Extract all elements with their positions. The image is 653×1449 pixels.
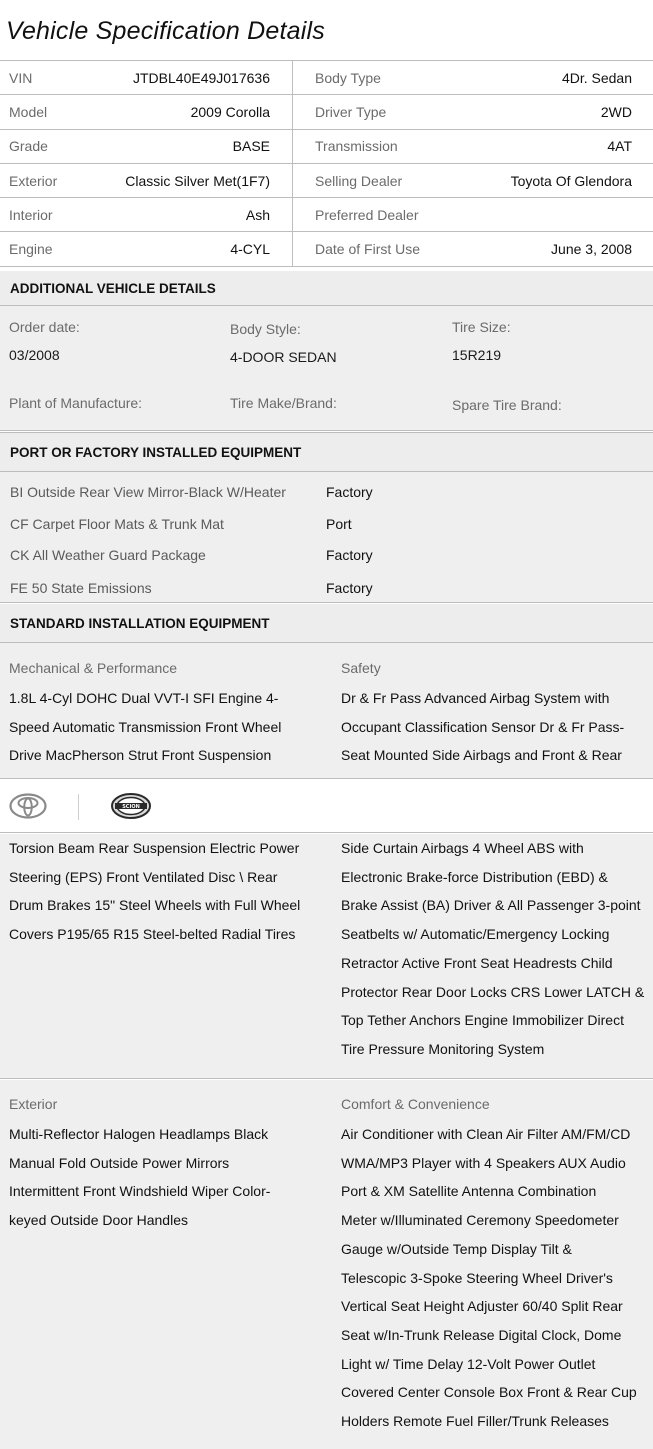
text-line: Occupant Classification Sensor Dr & Fr Pass- [341,718,625,735]
spec-value: Ash [245,206,270,223]
spec-label: Selling Dealer [315,172,403,189]
text-line: Brake Assist (BA) Driver & All Passenger 3-point [341,897,641,914]
spec-label: Driver Type [315,103,387,120]
safety-label: Safety [341,660,381,676]
text-line: Covered Center Console Box Front & Rear Cup [341,1384,637,1401]
spec-label: Model [9,103,48,120]
mech-performance-label: Mechanical & Performance [9,660,178,676]
equipment-name: BI Outside Rear View Mirror-Black W/Heater [10,484,286,500]
spec-row [0,232,653,266]
equipment-source: Factory [326,547,373,563]
toyota-logo-icon [9,793,47,819]
spec-row [0,130,653,164]
body-style-value: 4-DOOR SEDAN [230,349,337,365]
text-line: Vertical Seat Height Adjuster 60/40 Split Rear [341,1298,623,1315]
spec-row [0,61,653,95]
spec-label: Engine [9,241,53,258]
additional-details-heading: ADDITIONAL VEHICLE DETAILS [0,271,653,306]
exterior-text [9,1120,329,1235]
spec-cell-right [293,164,653,197]
order-date-label: Order date: [9,319,80,335]
text-line: 1.8L 4-Cyl DOHC Dual VVT-I SFI Engine 4- [9,690,279,706]
text-line: Drum Brakes 15" Steel Wheels with Full Wheel [9,897,301,914]
spec-value: 4AT [607,138,632,155]
equipment-source: Factory [326,484,373,500]
spec-label: Grade [9,138,48,155]
spec-row [0,164,653,198]
standard-block-3 [0,1080,653,1449]
spec-table [0,60,653,267]
plant-label: Plant of Manufacture: [9,395,143,411]
spec-value: BASE [232,138,270,155]
spec-cell-left [0,95,293,128]
spec-cell-left [0,130,293,163]
spec-cell-left [0,232,293,265]
spec-cell-right [293,198,653,231]
text-line: Retractor Active Front Seat Headrests Child [341,954,613,971]
text-line: Seat Mounted Side Airbags and Front & Rear [341,747,622,764]
exterior-label: Exterior [9,1096,58,1112]
equipment-name: FE 50 State Emissions [10,580,152,596]
text-line: Tire Pressure Monitoring System [341,1040,545,1057]
spec-label: Preferred Dealer [315,206,419,223]
text-line: Seatbelts w/ Automatic/Emergency Locking [341,926,610,943]
text-line: Dr & Fr Pass Advanced Airbag System with [341,690,610,706]
text-line: Side Curtain Airbags 4 Wheel ABS with [341,840,584,856]
spec-cell-right [293,232,653,265]
equipment-name: CF Carpet Floor Mats & Trunk Mat [10,516,224,532]
text-line: Holders Remote Fuel Filler/Trunk Releases [341,1413,609,1430]
svg-text:SCION: SCION [122,804,140,811]
text-line: Port & XM Satellite Antenna Combination [341,1183,597,1200]
text-line: Electronic Brake-force Distribution (EBD) & [341,868,608,885]
text-line: Drive MacPherson Strut Front Suspension [9,747,272,764]
text-line: Steering (EPS) Front Ventilated Disc \ Rear [9,868,278,885]
tire-size-value: 15R219 [452,347,502,363]
text-line: Top Tether Anchors Engine Immobilizer Direct [341,1012,624,1029]
spare-tire-label: Spare Tire Brand: [452,397,562,413]
mech-performance-text-a [9,684,329,770]
spec-cell-left [0,198,293,231]
text-line: Meter w/Illuminated Ceremony Speedometer [341,1212,619,1229]
spec-row [0,198,653,232]
spec-label: Interior [9,206,53,223]
text-line: Seat w/In-Trunk Release Digital Clock, Dome [341,1326,622,1343]
text-line: Telescopic 3-Spoke Steering Wheel Driver's [341,1269,613,1286]
spec-cell-right [293,130,653,163]
text-line: Multi-Reflector Halogen Headlamps Black [9,1126,269,1142]
text-line: keyed Outside Door Handles [9,1212,188,1229]
comfort-text [341,1120,651,1436]
spec-label: Transmission [315,138,398,155]
standard-block-2 [0,834,653,1079]
body-style-label: Body Style: [230,321,301,337]
text-line: Gauge w/Outside Temp Display Tilt & [341,1240,572,1257]
spec-cell-left [0,61,293,94]
spec-value: 2WD [600,103,632,120]
spec-label: VIN [9,69,33,86]
scion-logo-icon [110,792,152,820]
spec-value: Classic Silver Met(1F7) [125,172,270,189]
comfort-label: Comfort & Convenience [341,1096,490,1112]
order-date-value: 03/2008 [9,347,60,363]
tire-make-label: Tire Make/Brand: [230,395,337,411]
logo-divider [78,794,79,820]
brand-logo-bar [0,778,653,833]
equipment-source: Port [326,516,352,532]
port-factory-heading: PORT OR FACTORY INSTALLED EQUIPMENT [0,432,653,472]
text-line: Torsion Beam Rear Suspension Electric Power [9,840,300,856]
spec-cell-right [293,61,653,94]
safety-text-b [341,834,651,1064]
spec-label: Date of First Use [315,241,421,258]
text-line: Speed Automatic Transmission Front Wheel [9,718,282,735]
spec-value: Toyota Of Glendora [510,172,632,189]
standard-equipment-heading: STANDARD INSTALLATION EQUIPMENT [0,604,653,643]
text-line: Intermittent Front Windshield Wiper Color- [9,1183,271,1200]
text-line: Light w/ Time Delay 12-Volt Power Outlet [341,1355,596,1372]
tire-size-label: Tire Size: [452,319,511,335]
spec-value: 4-CYL [230,241,270,258]
safety-text-a [341,684,651,770]
spec-value: 2009 Corolla [190,103,270,120]
spec-value: 4Dr. Sedan [561,69,632,86]
text-line: Protector Rear Door Locks CRS Lower LATCH & [341,983,645,1000]
standard-block-1 [0,643,653,778]
spec-cell-right [293,95,653,128]
spec-value: June 3, 2008 [551,241,632,258]
spec-value: JTDBL40E49J017636 [133,69,270,86]
page-title: Vehicle Specification Details [6,17,325,45]
spec-cell-left [0,164,293,197]
text-line: Air Conditioner with Clean Air Filter AM/FM/CD [341,1126,631,1142]
spec-label: Exterior [9,172,58,189]
spec-row [0,95,653,129]
spec-label: Body Type [315,69,381,86]
equipment-source: Factory [326,580,373,596]
mech-performance-text-b [9,834,329,949]
text-line: WMA/MP3 Player with 4 Speakers AUX Audio [341,1154,626,1171]
additional-details-panel [0,306,653,431]
text-line: Covers P195/65 R15 Steel-belted Radial Tires [9,926,296,943]
equipment-name: CK All Weather Guard Package [10,547,206,563]
text-line: Manual Fold Outside Power Mirrors [9,1154,230,1171]
port-factory-list [0,472,653,603]
